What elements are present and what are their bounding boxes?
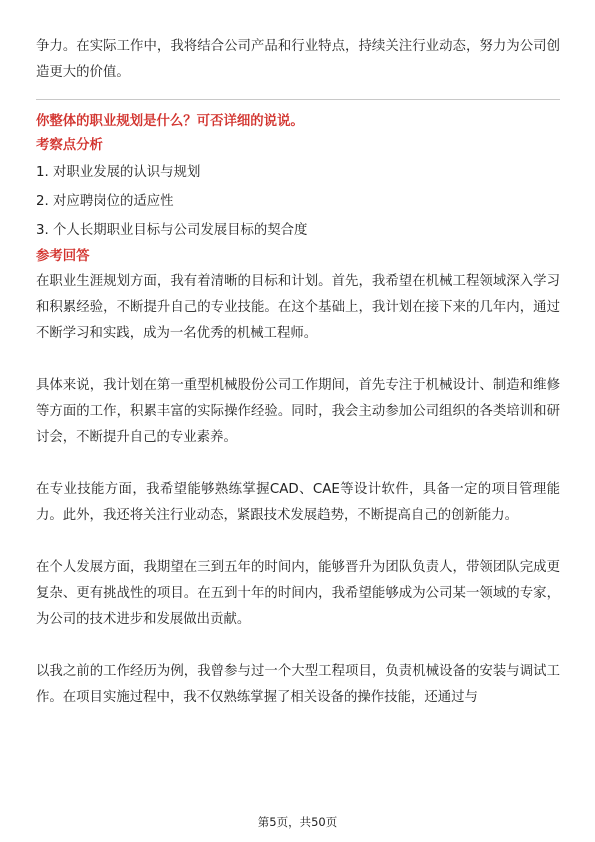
answer-paragraph: 在个人发展方面，我期望在三到五年的时间内，能够晋升为团队负责人，带领团队完成更复杂、更有挑战性的项目。在五到十年的时间内，我希望能够成为公司某一领域的专家，为公司的技术进步和发展做出贡献。 <box>36 560 560 627</box>
paragraph-spacer <box>36 633 560 659</box>
paragraph-spacer <box>36 347 560 373</box>
section-divider <box>36 99 560 100</box>
answer-paragraph: 具体来说，我计划在第一重型机械股份公司工作期间，首先专注于机械设计、制造和维修等方面的工作，积累丰富的实际操作经验。同时，我会主动参加公司组织的各类培训和研讨会，不断提升自己的专业素养。 <box>36 378 560 445</box>
answer-paragraph: 在职业生涯规划方面，我有着清晰的目标和计划。首先，我希望在机械工程领域深入学习和积累经验，不断提升自己的专业技能。在这个基础上，我计划在接下来的几年内，通过不断学习和实践，成为一名优秀的机械工程师。 <box>36 274 560 341</box>
analysis-item: 2. 对应聘岗位的适应性 <box>36 194 174 209</box>
document-page <box>36 34 560 711</box>
analysis-item: 3. 个人长期职业目标与公司发展目标的契合度 <box>36 223 308 238</box>
paragraph-spacer <box>36 529 560 555</box>
intro-paragraph: 争力。在实际工作中，我将结合公司产品和行业特点，持续关注行业动态，努力为公司创造更大的价值。 <box>36 39 560 80</box>
page-footer: 第5页，共50页 <box>257 815 338 829</box>
paragraph-spacer <box>36 451 560 477</box>
answer-title: 参考回答 <box>36 249 90 264</box>
analysis-title: 考察点分析 <box>36 138 103 153</box>
answer-paragraph: 以我之前的工作经历为例，我曾参与过一个大型工程项目，负责机械设备的安装与调试工作。在项目实施过程中，我不仅熟练掌握了相关设备的操作技能，还通过与 <box>36 664 560 705</box>
analysis-item: 1. 对职业发展的认识与规划 <box>36 165 201 180</box>
question-heading: 你整体的职业规划是什么？可否详细的说说。 <box>36 114 304 129</box>
answer-paragraph: 在专业技能方面，我希望能够熟练掌握CAD、CAE等设计软件，具备一定的项目管理能力。此外，我还将关注行业动态，紧跟技术发展趋势，不断提高自己的创新能力。 <box>36 482 560 523</box>
